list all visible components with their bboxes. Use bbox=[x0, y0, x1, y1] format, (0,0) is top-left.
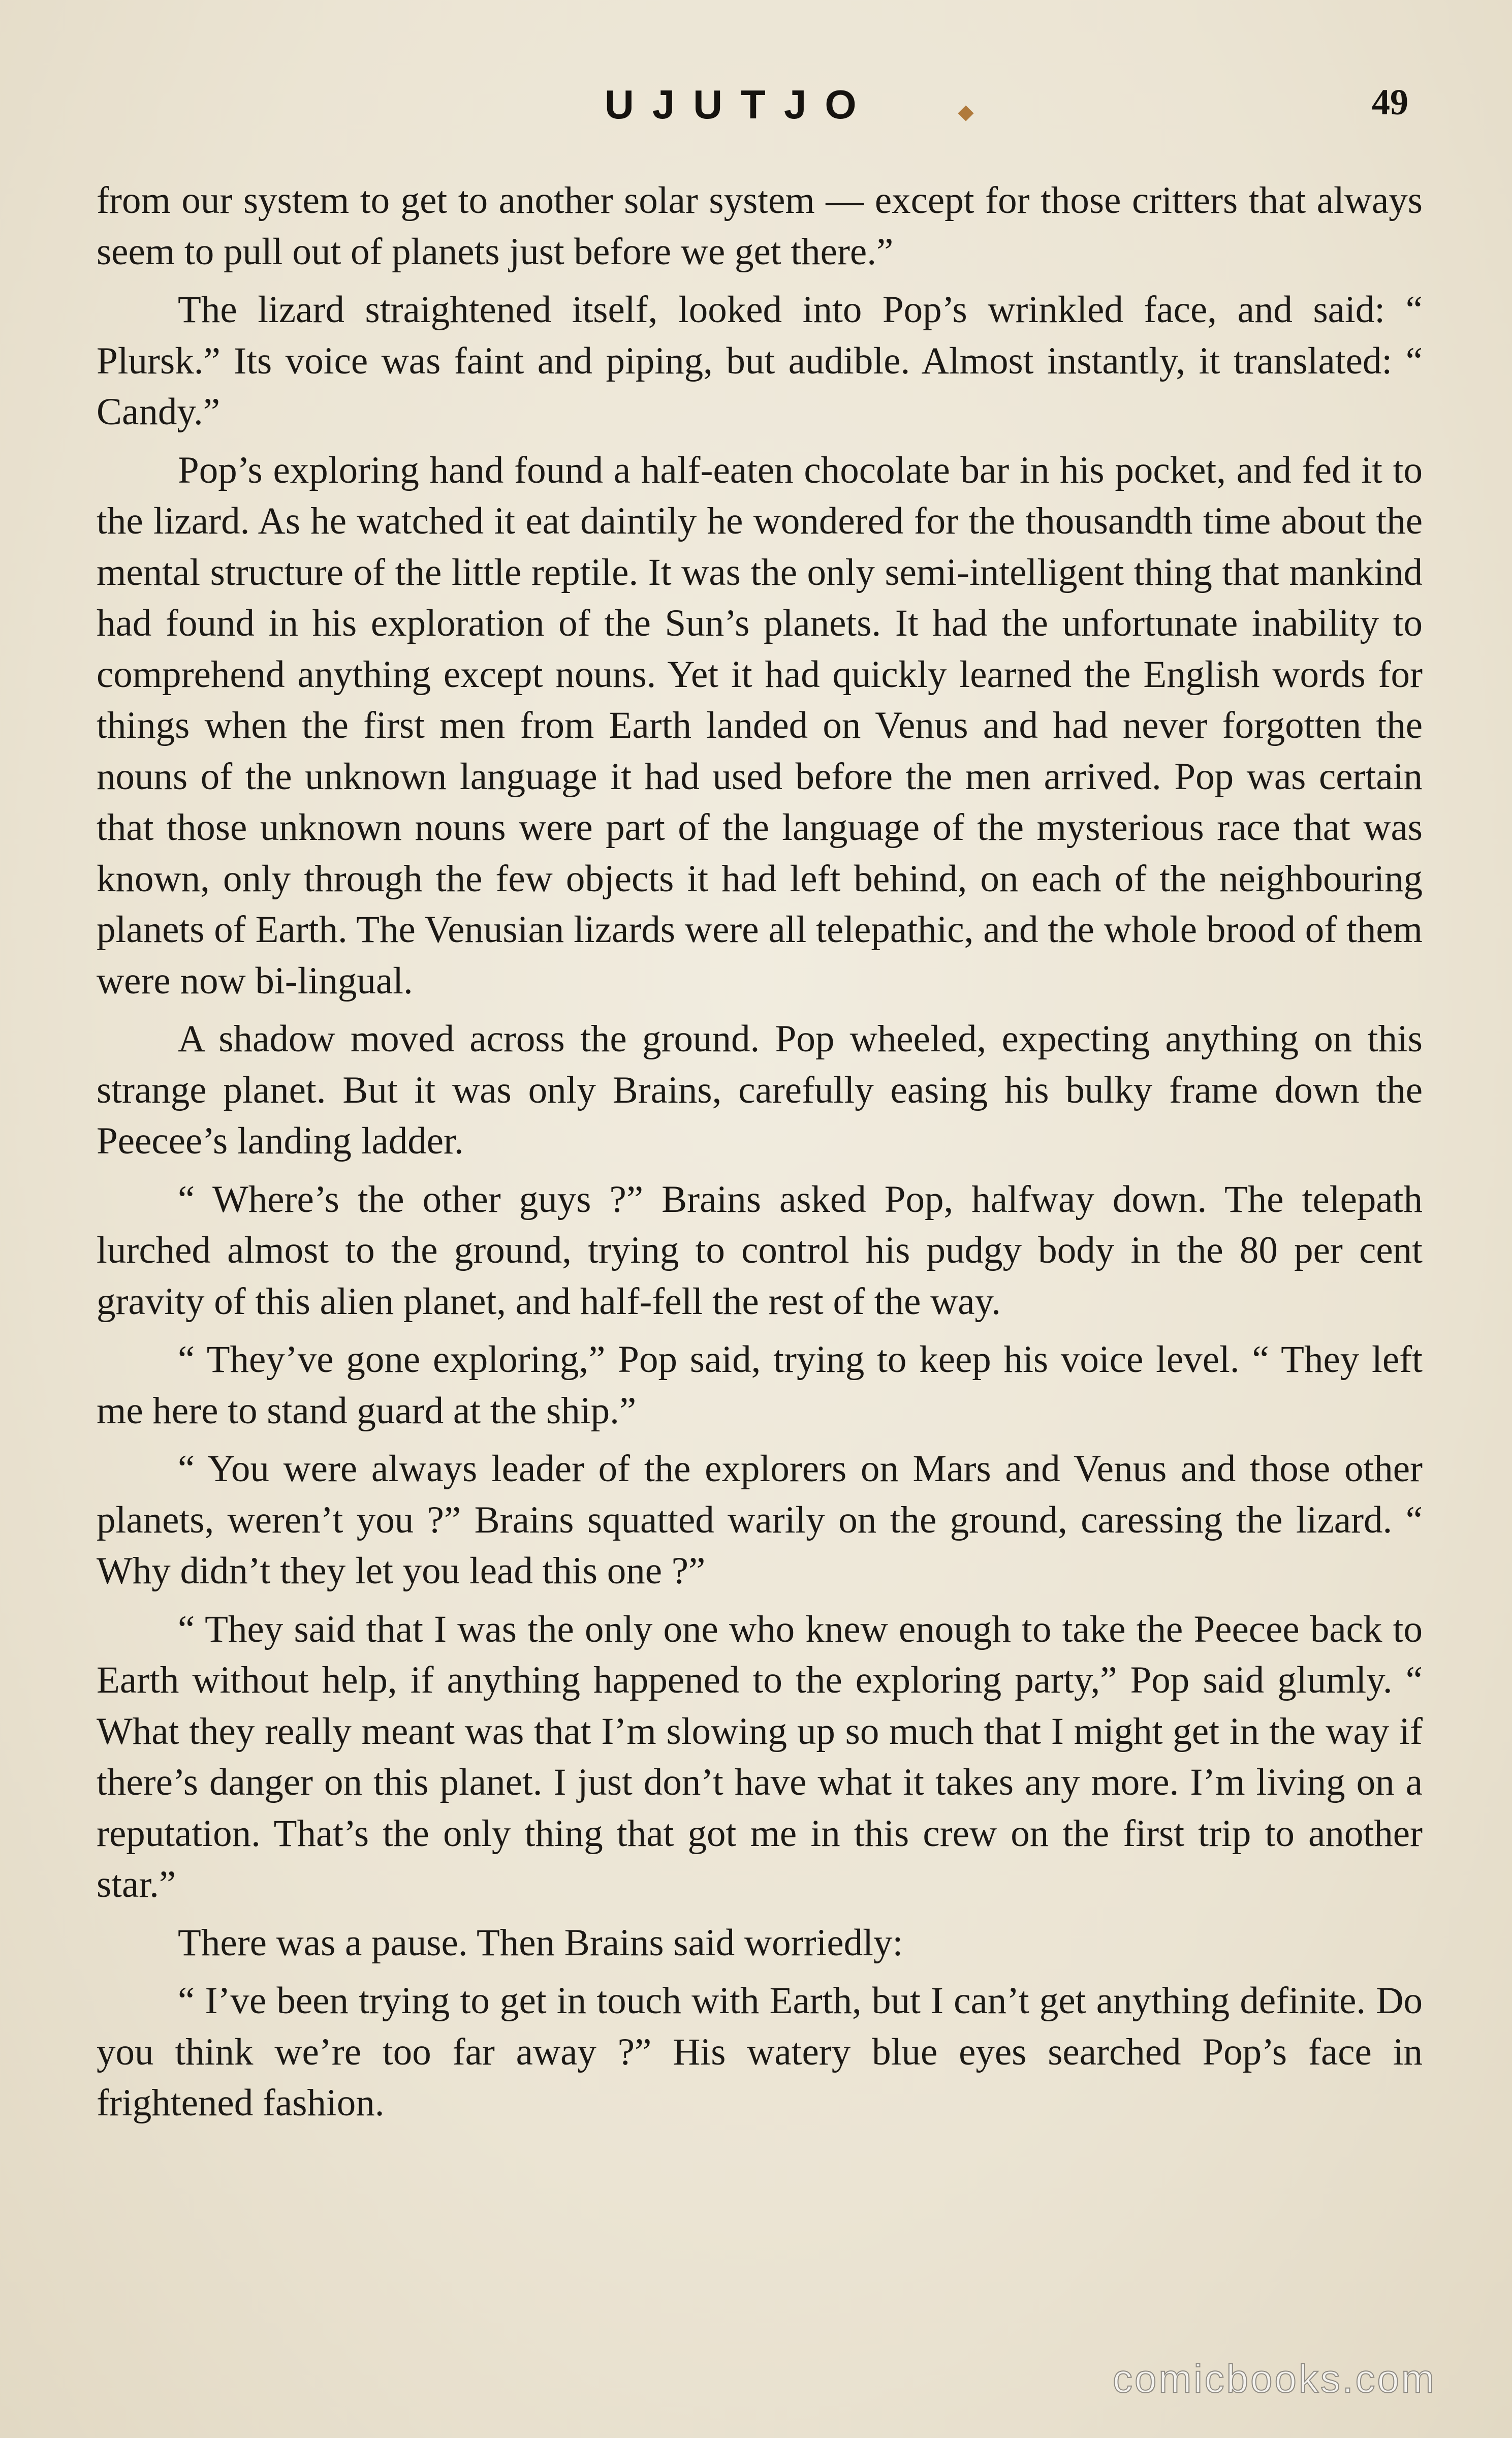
paragraph-5: “ Where’s the other guys ?” Brains asked Pop, halfway down. The telepath lurched almost to the ground, trying to control his pudgy body in the 80 per cent gravity of this alien planet, and half-fell the rest of the way. bbox=[97, 1178, 1423, 1323]
paragraph-4: A shadow moved across the ground. Pop wheeled, expecting anything on this strange planet. But it was only Brains, carefully easing his bulky frame down the Peecee’s landing ladder. bbox=[97, 1018, 1423, 1162]
running-head bbox=[0, 81, 1512, 142]
paragraph-10: “ I’ve been trying to get in touch with Earth, but I can’t get anything definite. Do you think we’re too far away ?” His watery blue eyes searched Pop’s face in frightened fashion. bbox=[97, 1980, 1423, 2124]
paragraph-7: “ You were always leader of the explorers on Mars and Venus and those other planets, weren’t you ?” Brains squatted warily on the ground, caressing the lizard. “ Why didn’t they let you lead this one ?” bbox=[97, 1448, 1423, 1592]
paragraph-2: The lizard straightened itself, looked into Pop’s wrinkled face, and said: “ Plursk.” Its voice was faint and piping, but audible. Almost instantly, it translated: “ Candy.” bbox=[97, 289, 1423, 433]
paragraph-9: There was a pause. Then Brains said worriedly: bbox=[178, 1921, 903, 1964]
paragraph-1: from our system to get to another solar system — except for those critters that always seem to pull out of planets just before we get there.” bbox=[97, 179, 1423, 273]
page-number: 49 bbox=[1372, 82, 1408, 122]
body-text bbox=[97, 175, 1423, 2136]
paragraph-8: “ They said that I was the only one who knew enough to take the Peecee back to Earth without help, if anything happened to the exploring party,” Pop said glumly. “ What they really meant was that I’m slowing up so much that I might get in the way if there’s danger on this planet. I just don’t have what it takes any more. I’m living on a reputation. That’s the only thing that got me in this crew on the first trip to another star.” bbox=[97, 1608, 1423, 1905]
paragraph-6: “ They’ve gone exploring,” Pop said, trying to keep his voice level. “ They left me here to stand guard at the ship.” bbox=[97, 1338, 1423, 1432]
running-title: UJUTJO bbox=[605, 82, 875, 127]
watermark: comicbooks.com bbox=[1113, 2356, 1436, 2401]
paragraph-3: Pop’s exploring hand found a half-eaten chocolate bar in his pocket, and fed it to the lizard. As he watched it eat daintily he wondered for the thousandth time about the mental structure of the little reptile. It was the only semi-intelligent thing that mankind had found in his exploration of the Sun’s planets. It had the unfortunate inability to comprehend anything except nouns. Yet it had quickly learned the English words for things when the first men from Earth landed on Venus and had never forgotten the nouns of the unknown language it had used before the men arrived. Pop was certain that those unknown nouns were part of the language of the mysterious race that was known, only through the few objects it had left behind, on each of the neighbouring planets of Earth. The Venusian lizards were all telepathic, and the whole brood of them were now bi-lingual. bbox=[97, 449, 1423, 1002]
diamond-icon bbox=[958, 105, 973, 121]
